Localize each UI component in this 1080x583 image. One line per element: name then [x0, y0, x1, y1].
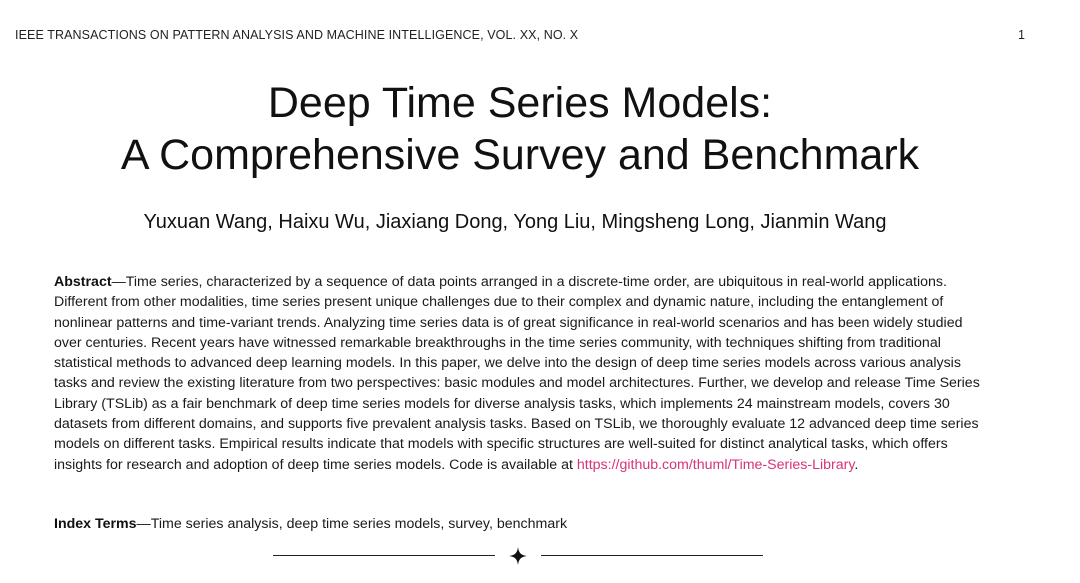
divider-rule-right	[541, 555, 763, 556]
abstract-end: .	[854, 456, 859, 473]
abstract-text: —Time series, characterized by a sequence of data points arranged in a discrete-time order, are ubiquitous in real-world applications. Different from other modalities, time series present unique challenges due to their complex and dynamic nature, including the entanglement of nonlinear patterns and time-variant trends. Analyzing time series data is of great significance in real-world scenarios and has been widely studied over centuries. Recent years have witnessed remarkable breakthroughs in the time series community, with techniques shifting from traditional statistical methods to advanced deep learning models. In this paper, we delve into the design of deep time series models across various analysis tasks and review the existing literature from two perspectives: basic modules and model architectures. Further, we develop and release Time Series Library (TSLib) as a fair benchmark of deep time series models for diverse analysis tasks, which implements 24 mainstream models, covers 30 datasets from different domains, and supports five prevalent analysis tasks. Based on TSLib, we thoroughly evaluate 12 advanced deep time series models on different tasks. Empirical results indicate that models with specific structures are well-suited for distinct analytical tasks, which offers insights for research and adoption of deep time series models. Code is available at	[54, 274, 980, 473]
divider-rule-left	[273, 555, 495, 556]
page-number: 1	[1017, 28, 1025, 42]
index-terms	[54, 514, 989, 534]
author-list: Yuxuan Wang, Haixu Wu, Jiaxiang Dong, Yong Liu, Mingsheng Long, Jianmin Wang	[143, 211, 887, 233]
abstract-label: Abstract	[54, 274, 112, 290]
journal-header: IEEE TRANSACTIONS ON PATTERN ANALYSIS AND MACHINE INTELLIGENCE, VOL. XX, NO. X	[15, 28, 579, 42]
abstract	[54, 272, 989, 475]
title-line-2: A Comprehensive Survey and Benchmark	[120, 131, 920, 179]
running-header	[15, 27, 1025, 43]
four-point-star-icon	[509, 547, 527, 565]
title-line-1: Deep Time Series Models:	[267, 79, 773, 127]
paper-title	[0, 77, 1040, 181]
index-terms-label: Index Terms	[54, 516, 137, 532]
section-divider	[273, 546, 763, 566]
code-link[interactable]: https://github.com/thuml/Time-Series-Library	[576, 456, 855, 473]
index-terms-text: —Time series analysis, deep time series models, survey, benchmark	[136, 516, 568, 532]
